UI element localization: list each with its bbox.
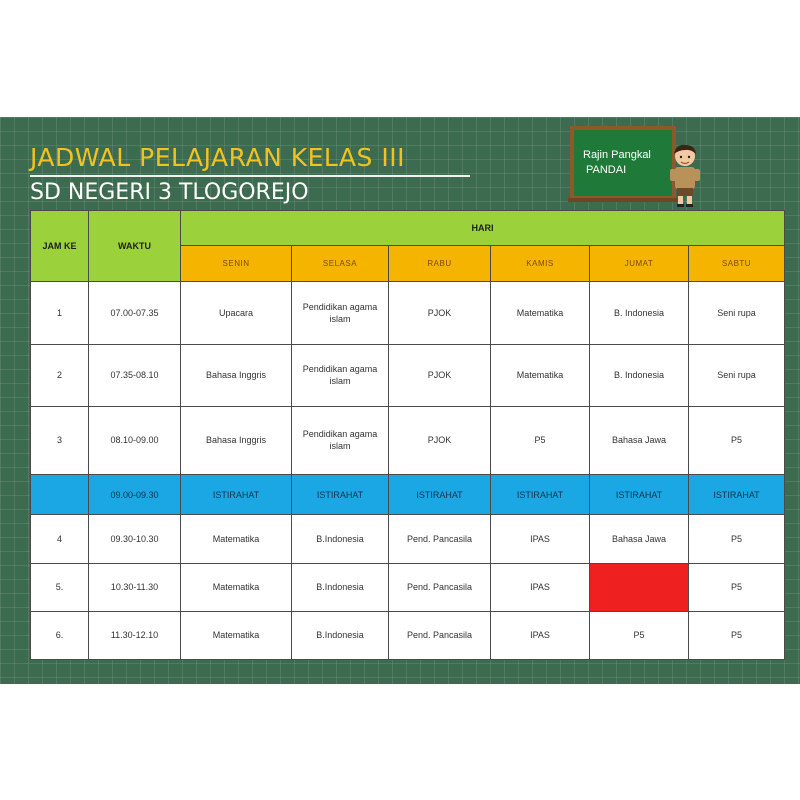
day-header: SABTU	[689, 246, 785, 282]
waktu-cell: 11.30-12.10	[89, 611, 181, 659]
subject-cell: Matematika	[491, 282, 590, 344]
break-cell: ISTIRAHAT	[389, 475, 491, 515]
table-row	[31, 282, 785, 344]
subject-cell: Pendidikan agama islam	[292, 344, 389, 406]
subject-cell: P5	[689, 611, 785, 659]
subject-cell: Pendidikan agama islam	[292, 406, 389, 474]
subject-cell: Matematika	[181, 611, 292, 659]
subject-cell: P5	[689, 515, 785, 563]
header-jam-ke: JAM KE	[31, 211, 89, 282]
table-row	[31, 515, 785, 563]
subject-cell: Bahasa Inggris	[181, 406, 292, 474]
subject-cell: Seni rupa	[689, 282, 785, 344]
subject-cell: P5	[689, 563, 785, 611]
table-row	[31, 611, 785, 659]
schedule-table	[30, 210, 785, 660]
day-header: RABU	[389, 246, 491, 282]
waktu-cell: 09.00-09.30	[89, 475, 181, 515]
jam-cell: 3	[31, 406, 89, 474]
table-row	[31, 563, 785, 611]
waktu-cell: 09.30-10.30	[89, 515, 181, 563]
subject-cell: Pend. Pancasila	[389, 611, 491, 659]
subject-cell: Bahasa Jawa	[590, 515, 689, 563]
waktu-cell: 07.35-08.10	[89, 344, 181, 406]
subject-cell: P5	[491, 406, 590, 474]
waktu-cell: 07.00-07.35	[89, 282, 181, 344]
page-subtitle: SD NEGERI 3 TLOGOREJO	[30, 180, 309, 205]
subject-cell: B. Indonesia	[590, 344, 689, 406]
subject-cell: IPAS	[491, 611, 590, 659]
subject-cell: Matematika	[181, 563, 292, 611]
jam-cell: 2	[31, 344, 89, 406]
chalkboard-tray	[568, 198, 678, 202]
break-cell: ISTIRAHAT	[689, 475, 785, 515]
subject-cell: Upacara	[181, 282, 292, 344]
subject-cell: P5	[689, 406, 785, 474]
jam-cell: 5.	[31, 563, 89, 611]
subject-cell: Pend. Pancasila	[389, 515, 491, 563]
title-divider	[30, 175, 470, 177]
waktu-cell: 10.30-11.30	[89, 563, 181, 611]
subject-cell: Matematika	[181, 515, 292, 563]
chalkboard-line-1: Rajin Pangkal	[583, 149, 651, 161]
subject-cell: IPAS	[491, 515, 590, 563]
table-row	[31, 344, 785, 406]
day-header: SELASA	[292, 246, 389, 282]
subject-cell: B. Indonesia	[590, 282, 689, 344]
day-header: JUMAT	[590, 246, 689, 282]
subject-cell: Bahasa Jawa	[590, 406, 689, 474]
subject-cell: B.Indonesia	[292, 611, 389, 659]
empty-red-cell	[590, 563, 689, 611]
waktu-cell: 08.10-09.00	[89, 406, 181, 474]
page-title: JADWAL PELAJARAN KELAS III	[30, 143, 405, 172]
jam-cell: 1	[31, 282, 89, 344]
chalkboard-line-2: PANDAI	[586, 164, 627, 176]
student-icon	[668, 142, 702, 208]
jam-cell	[31, 475, 89, 515]
chalkboard-illustration	[568, 126, 708, 210]
subject-cell: Seni rupa	[689, 344, 785, 406]
jam-cell: 4	[31, 515, 89, 563]
chalkboard-text	[583, 148, 651, 178]
header-waktu: WAKTU	[89, 211, 181, 282]
subject-cell: Pendidikan agama islam	[292, 282, 389, 344]
subject-cell: Matematika	[491, 344, 590, 406]
day-header: KAMIS	[491, 246, 590, 282]
subject-cell: PJOK	[389, 344, 491, 406]
subject-cell: PJOK	[389, 406, 491, 474]
subject-cell: IPAS	[491, 563, 590, 611]
day-header: SENIN	[181, 246, 292, 282]
subject-cell: P5	[590, 611, 689, 659]
subject-cell: B.Indonesia	[292, 563, 389, 611]
break-cell: ISTIRAHAT	[590, 475, 689, 515]
subject-cell: PJOK	[389, 282, 491, 344]
header-row-top	[31, 211, 785, 246]
subject-cell: B.Indonesia	[292, 515, 389, 563]
table-row	[31, 406, 785, 474]
subject-cell: Pend. Pancasila	[389, 563, 491, 611]
break-cell: ISTIRAHAT	[292, 475, 389, 515]
break-cell: ISTIRAHAT	[491, 475, 590, 515]
break-cell: ISTIRAHAT	[181, 475, 292, 515]
jam-cell: 6.	[31, 611, 89, 659]
header-hari: HARI	[181, 211, 785, 246]
break-row	[31, 475, 785, 515]
subject-cell: Bahasa Inggris	[181, 344, 292, 406]
